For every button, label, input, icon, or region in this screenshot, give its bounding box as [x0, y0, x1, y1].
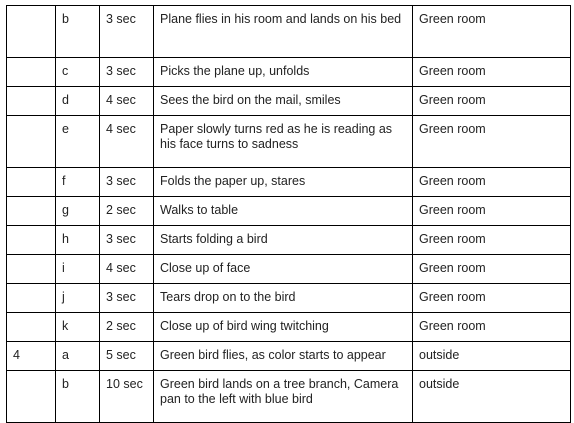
location-cell: outside — [413, 371, 571, 423]
shot-cell: b — [56, 371, 100, 423]
location-cell: Green room — [413, 226, 571, 255]
table-row — [7, 6, 571, 58]
table-row — [7, 168, 571, 197]
location-cell: Green room — [413, 87, 571, 116]
duration-cell: 3 sec — [100, 284, 154, 313]
duration-cell: 2 sec — [100, 197, 154, 226]
description-cell: Paper slowly turns red as he is reading as his face turns to sadness — [154, 116, 413, 168]
description-cell: Close up of face — [154, 255, 413, 284]
scene-cell — [7, 87, 56, 116]
shot-cell: f — [56, 168, 100, 197]
duration-cell: 4 sec — [100, 87, 154, 116]
duration-cell: 5 sec — [100, 342, 154, 371]
scene-cell — [7, 284, 56, 313]
shot-cell: i — [56, 255, 100, 284]
shot-cell: a — [56, 342, 100, 371]
table-row — [7, 255, 571, 284]
scene-cell — [7, 371, 56, 423]
location-cell: Green room — [413, 58, 571, 87]
description-cell: Green bird lands on a tree branch, Camera pan to the left with blue bird — [154, 371, 413, 423]
location-cell: outside — [413, 342, 571, 371]
storyboard-table-body — [7, 6, 571, 423]
scene-cell: 4 — [7, 342, 56, 371]
table-row — [7, 342, 571, 371]
scene-cell — [7, 168, 56, 197]
storyboard-table — [6, 5, 571, 423]
table-row — [7, 284, 571, 313]
table-row — [7, 87, 571, 116]
description-cell: Close up of bird wing twitching — [154, 313, 413, 342]
shot-cell: h — [56, 226, 100, 255]
shot-cell: k — [56, 313, 100, 342]
scene-cell — [7, 116, 56, 168]
scene-cell — [7, 255, 56, 284]
description-cell: Sees the bird on the mail, smiles — [154, 87, 413, 116]
shot-cell: d — [56, 87, 100, 116]
duration-cell: 3 sec — [100, 6, 154, 58]
description-cell: Tears drop on to the bird — [154, 284, 413, 313]
description-cell: Folds the paper up, stares — [154, 168, 413, 197]
table-row — [7, 226, 571, 255]
duration-cell: 3 sec — [100, 168, 154, 197]
table-row — [7, 58, 571, 87]
duration-cell: 3 sec — [100, 226, 154, 255]
duration-cell: 4 sec — [100, 116, 154, 168]
table-row — [7, 313, 571, 342]
scene-cell — [7, 313, 56, 342]
shot-cell: e — [56, 116, 100, 168]
scene-cell — [7, 197, 56, 226]
location-cell: Green room — [413, 116, 571, 168]
scene-cell — [7, 58, 56, 87]
shot-cell: g — [56, 197, 100, 226]
table-row — [7, 197, 571, 226]
description-cell: Picks the plane up, unfolds — [154, 58, 413, 87]
description-cell: Starts folding a bird — [154, 226, 413, 255]
location-cell: Green room — [413, 255, 571, 284]
location-cell: Green room — [413, 168, 571, 197]
table-row — [7, 371, 571, 423]
scene-cell — [7, 6, 56, 58]
table-row — [7, 116, 571, 168]
location-cell: Green room — [413, 6, 571, 58]
scene-cell — [7, 226, 56, 255]
shot-cell: j — [56, 284, 100, 313]
duration-cell: 2 sec — [100, 313, 154, 342]
shot-cell: b — [56, 6, 100, 58]
duration-cell: 4 sec — [100, 255, 154, 284]
location-cell: Green room — [413, 313, 571, 342]
duration-cell: 3 sec — [100, 58, 154, 87]
description-cell: Walks to table — [154, 197, 413, 226]
shot-cell: c — [56, 58, 100, 87]
location-cell: Green room — [413, 197, 571, 226]
description-cell: Green bird flies, as color starts to appear — [154, 342, 413, 371]
duration-cell: 10 sec — [100, 371, 154, 423]
description-cell: Plane flies in his room and lands on his bed — [154, 6, 413, 58]
location-cell: Green room — [413, 284, 571, 313]
